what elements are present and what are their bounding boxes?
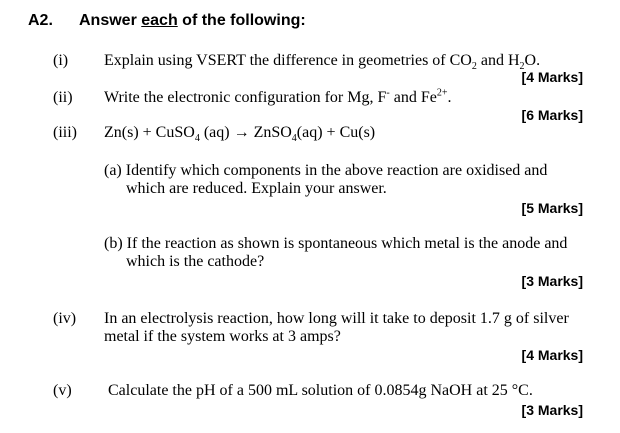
question-iv-marks: [4 Marks] <box>521 347 583 363</box>
question-i-text-c: O. <box>524 52 541 69</box>
instruction-post: of the following: <box>177 12 306 29</box>
question-i-text-b: and H <box>476 52 520 69</box>
section-label: A2. <box>28 12 53 29</box>
question-i-sub1: 2 <box>471 61 477 73</box>
equation-sub1: 4 <box>194 133 200 145</box>
question-iii-a-marks: [5 Marks] <box>521 200 583 216</box>
question-v-marks: [3 Marks] <box>521 402 583 418</box>
question-ii-sup1: - <box>386 87 390 99</box>
question-iii-b-line1: (b) If the reaction as shown is spontaneous which metal is the anode and <box>104 235 568 252</box>
question-iii-equation <box>104 124 376 145</box>
equation-part-a: Zn(s) + CuSO <box>104 124 195 141</box>
question-i-text <box>104 52 541 73</box>
question-ii-text-c: . <box>447 89 452 106</box>
question-ii-text-b: and Fe <box>389 89 437 106</box>
question-iii-a-line2: which are reduced. Explain your answer. <box>126 180 387 197</box>
question-iv-line1: In an electrolysis reaction, how long will it take to deposit 1.7 g of silver <box>104 310 569 327</box>
question-number-iii: (iii) <box>53 124 77 141</box>
question-ii-sup2: 2+ <box>436 87 448 99</box>
question-ii-text-a: Write the electronic configuration for Mg, F <box>104 89 387 106</box>
question-number-iv: (iv) <box>53 310 77 327</box>
question-v-text: Calculate the pH of a 500 mL solution of 0.0854g NaOH at 25 °C. <box>108 382 533 399</box>
equation-part-b: (aq) → ZnSO <box>199 124 292 141</box>
instruction-emphasis: each <box>141 12 178 29</box>
question-iii-a-line1: (a) Identify which components in the above reaction are oxidised and <box>104 162 548 179</box>
question-ii-marks: [6 Marks] <box>521 107 583 123</box>
instruction-pre: Answer <box>79 12 142 29</box>
question-i-marks: [4 Marks] <box>521 69 583 85</box>
question-i-text-a: Explain using VSERT the difference in geometries of CO <box>104 52 472 69</box>
question-number-v: (v) <box>53 382 72 399</box>
section-instruction <box>79 12 306 30</box>
question-iii-b-line2: which is the cathode? <box>126 253 265 270</box>
question-ii-text <box>104 89 451 107</box>
equation-part-c: (aq) + Cu(s) <box>296 124 376 141</box>
question-iii-b-marks: [3 Marks] <box>521 273 583 289</box>
question-i-sub2: 2 <box>519 61 525 73</box>
question-iv-line2: metal if the system works at 3 amps? <box>104 328 341 345</box>
question-number-ii: (ii) <box>53 89 73 106</box>
equation-sub2: 4 <box>291 133 297 145</box>
question-number-i: (i) <box>53 52 69 69</box>
